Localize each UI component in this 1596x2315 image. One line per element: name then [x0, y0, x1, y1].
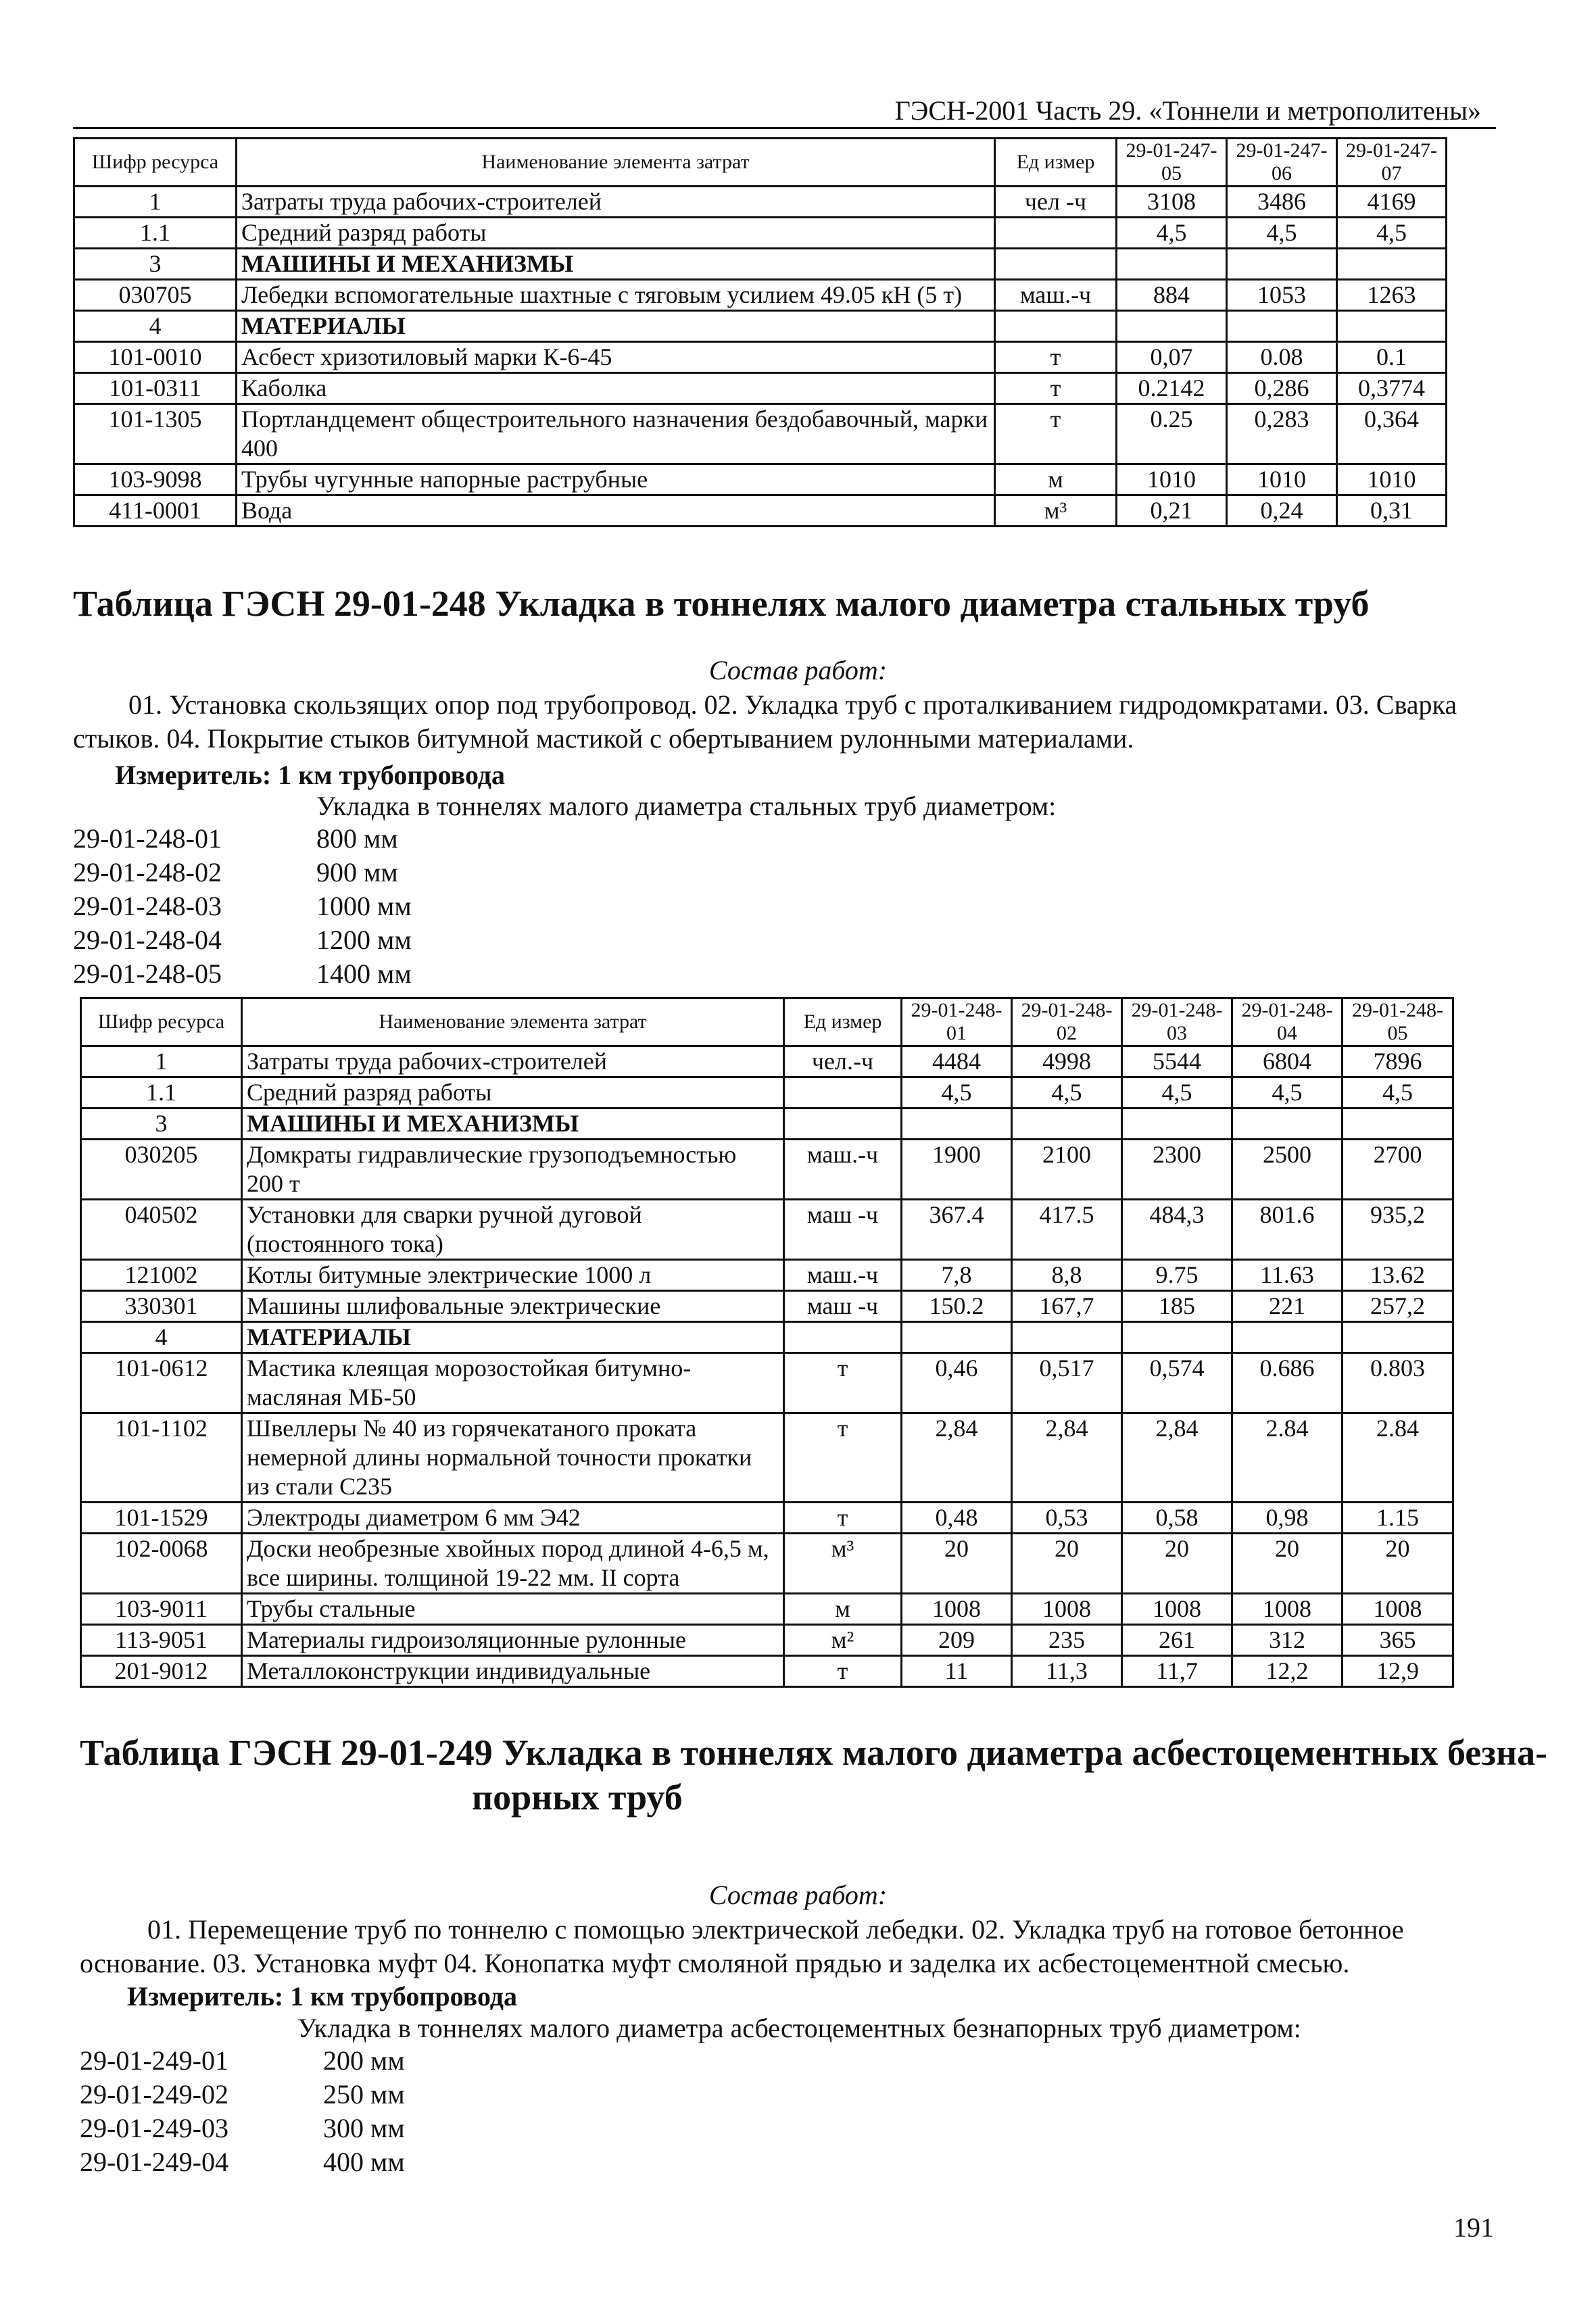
value-cell: 4169 [1337, 187, 1447, 218]
meter-249: Измеритель: 1 км трубопровода [127, 1981, 518, 2012]
value-cell [1122, 1108, 1232, 1140]
value-cell: 0,21 [1117, 495, 1227, 527]
value-cell: 4,5 [1117, 218, 1227, 249]
value-cell [1227, 249, 1337, 280]
value-cell [1117, 249, 1227, 280]
value-cell: 4,5 [1232, 1077, 1343, 1108]
column-header: 29-01-248-04 [1232, 998, 1343, 1046]
unit-cell: т [995, 404, 1117, 464]
resource-code: 330301 [81, 1291, 242, 1322]
value-cell: 0,53 [1012, 1503, 1122, 1534]
code-list-item [73, 856, 412, 890]
value-cell: 1008 [1122, 1594, 1232, 1625]
table-row [74, 373, 1447, 404]
resource-code: 411-0001 [74, 495, 237, 527]
cost-element-name: Портландцемент общестроительного назначения бездобавочный, марки 400 [237, 404, 995, 464]
value-cell [1232, 1322, 1343, 1353]
cost-element-name: Машины шлифовальные электрические [242, 1291, 784, 1322]
code-list-item [73, 890, 412, 923]
code-list-248 [73, 822, 412, 991]
item-code: 29-01-248-01 [73, 823, 222, 854]
value-cell: 0,517 [1012, 1353, 1122, 1413]
value-cell: 0,58 [1122, 1503, 1232, 1534]
intro-248: Укладка в тоннелях малого диаметра стальных труб диаметром: [316, 791, 1057, 821]
cost-element-name: МАШИНЫ И МЕХАНИЗМЫ [237, 249, 995, 280]
unit-cell: т [784, 1503, 902, 1534]
cost-element-name: Затраты труда рабочих-строителей [242, 1046, 784, 1077]
value-cell [1343, 1108, 1453, 1140]
code-list-item [80, 2044, 405, 2078]
value-cell: 367.4 [902, 1200, 1012, 1260]
value-cell: 0,286 [1227, 373, 1337, 404]
cost-element-name: Вода [237, 495, 995, 527]
section-row [81, 1322, 1453, 1353]
value-cell: 884 [1117, 280, 1227, 311]
resource-code: 040502 [81, 1200, 242, 1260]
resource-code: 4 [74, 311, 237, 342]
item-diameter: 800 мм [316, 823, 398, 854]
resource-code: 101-1529 [81, 1503, 242, 1534]
value-cell: 11,3 [1012, 1656, 1122, 1687]
column-header: Шифр ресурса [74, 139, 237, 187]
value-cell [1012, 1108, 1122, 1140]
value-cell: 3486 [1227, 187, 1337, 218]
value-cell: 20 [1122, 1534, 1232, 1594]
resource-code: 030205 [81, 1140, 242, 1200]
value-cell: 2300 [1122, 1140, 1232, 1200]
value-cell: 3108 [1117, 187, 1227, 218]
value-cell: 0.2142 [1117, 373, 1227, 404]
resource-code: 1.1 [74, 218, 237, 249]
unit-cell: чел -ч [995, 187, 1117, 218]
value-cell: 0.686 [1232, 1353, 1343, 1413]
value-cell: 4,5 [902, 1077, 1012, 1108]
table-title-248: Таблица ГЭСН 29-01-248 Укладка в тоннелях малого диаметра стальных труб [73, 583, 1370, 624]
column-header: 29-01-247-06 [1227, 139, 1337, 187]
item-code: 29-01-248-03 [73, 891, 222, 921]
table-row [81, 1291, 1453, 1322]
resource-code: 1 [81, 1046, 242, 1077]
value-cell: 2,84 [1012, 1413, 1122, 1503]
unit-cell [995, 311, 1117, 342]
unit-cell: маш.-ч [784, 1140, 902, 1200]
value-cell: 4,5 [1227, 218, 1337, 249]
unit-cell [784, 1077, 902, 1108]
value-cell: 935,2 [1343, 1200, 1453, 1260]
cost-element-name: Асбест хризотиловый марки К-6-45 [237, 342, 995, 373]
unit-cell: маш -ч [784, 1291, 902, 1322]
value-cell: 4484 [902, 1046, 1012, 1077]
cost-element-name: Доски необрезные хвойных пород длиной 4-6,5 м, все ширины. толщиной 19-22 мм. II сорта [242, 1534, 784, 1594]
value-cell: 185 [1122, 1291, 1232, 1322]
value-cell: 0,574 [1122, 1353, 1232, 1413]
value-cell: 1.15 [1343, 1503, 1453, 1534]
value-cell: 11.63 [1232, 1260, 1343, 1291]
column-header: 29-01-248-02 [1012, 998, 1122, 1046]
column-header: Ед измер [784, 998, 902, 1046]
value-cell: 1008 [1232, 1594, 1343, 1625]
value-cell: 235 [1012, 1625, 1122, 1656]
value-cell: 0,98 [1232, 1503, 1343, 1534]
column-header: 29-01-247-05 [1117, 139, 1227, 187]
table-row [74, 342, 1447, 373]
code-list-item [73, 822, 412, 856]
header-row [81, 998, 1453, 1046]
cost-element-name: Установки для сварки ручной дуговой (постоянного тока) [242, 1200, 784, 1260]
column-header: Ед измер [995, 139, 1117, 187]
composition-label-249: Состав работ: [708, 1880, 888, 1910]
value-cell: 221 [1232, 1291, 1343, 1322]
value-cell: 0,283 [1227, 404, 1337, 464]
cost-element-name: МАТЕРИАЛЫ [242, 1322, 784, 1353]
value-cell: 20 [1012, 1534, 1122, 1594]
value-cell: 0,3774 [1337, 373, 1447, 404]
table-row [81, 1534, 1453, 1594]
resource-code: 121002 [81, 1260, 242, 1291]
value-cell: 20 [902, 1534, 1012, 1594]
value-cell: 0,31 [1337, 495, 1447, 527]
table-row [81, 1353, 1453, 1413]
table-row [74, 187, 1447, 218]
value-cell: 4,5 [1122, 1077, 1232, 1108]
resource-code: 1 [74, 187, 237, 218]
item-code: 29-01-249-04 [80, 2147, 228, 2177]
value-cell: 2,84 [902, 1413, 1012, 1503]
value-cell [1122, 1322, 1232, 1353]
value-cell: 4998 [1012, 1046, 1122, 1077]
cost-element-name: МАШИНЫ И МЕХАНИЗМЫ [242, 1108, 784, 1140]
unit-cell: т [995, 342, 1117, 373]
table-29-01-247 [73, 137, 1447, 527]
value-cell: 365 [1343, 1625, 1453, 1656]
column-header: Шифр ресурса [81, 998, 242, 1046]
item-code: 29-01-249-03 [80, 2113, 228, 2143]
value-cell: 7896 [1343, 1046, 1453, 1077]
column-header: Наименование элемента затрат [242, 998, 784, 1046]
value-cell [902, 1108, 1012, 1140]
table-row [74, 404, 1447, 464]
value-cell: 261 [1122, 1625, 1232, 1656]
unit-cell: маш.-ч [784, 1260, 902, 1291]
item-diameter: 200 мм [323, 2045, 405, 2076]
value-cell: 12,9 [1343, 1656, 1453, 1687]
table-row [81, 1140, 1453, 1200]
table-title-249-cont: порных труб [472, 1777, 683, 1818]
item-diameter: 400 мм [323, 2147, 405, 2177]
unit-cell [995, 249, 1117, 280]
unit-cell: т [784, 1656, 902, 1687]
value-cell: 2.84 [1232, 1413, 1343, 1503]
value-cell: 11 [902, 1656, 1012, 1687]
header-rule [73, 127, 1496, 129]
value-cell: 257,2 [1343, 1291, 1453, 1322]
value-cell: 2100 [1012, 1140, 1122, 1200]
resource-code: 101-0612 [81, 1353, 242, 1413]
value-cell [1343, 1322, 1453, 1353]
section-row [74, 311, 1447, 342]
cost-element-name: Мастика клеящая морозостойкая битумно-масляная МБ-50 [242, 1353, 784, 1413]
meter-248: Измеритель: 1 км трубопровода [115, 760, 506, 790]
value-cell: 20 [1232, 1534, 1343, 1594]
cost-element-name: Средний разряд работы [242, 1077, 784, 1108]
column-header: 29-01-248-05 [1343, 998, 1453, 1046]
value-cell: 2500 [1232, 1140, 1343, 1200]
item-diameter: 1400 мм [316, 958, 412, 989]
table-row [81, 1200, 1453, 1260]
resource-code: 4 [81, 1322, 242, 1353]
unit-cell [784, 1108, 902, 1140]
item-diameter: 250 мм [323, 2079, 405, 2110]
code-list-item [80, 2145, 405, 2179]
resource-code: 3 [74, 249, 237, 280]
cost-element-name: Домкраты гидравлические грузоподъемностью 200 т [242, 1140, 784, 1200]
unit-cell: маш.-ч [995, 280, 1117, 311]
value-cell [1117, 311, 1227, 342]
value-cell: 484,3 [1122, 1200, 1232, 1260]
table-row [74, 280, 1447, 311]
item-code: 29-01-249-02 [80, 2079, 228, 2110]
value-cell: 1010 [1227, 464, 1337, 495]
value-cell [1012, 1322, 1122, 1353]
value-cell: 1053 [1227, 280, 1337, 311]
resource-code: 101-1305 [74, 404, 237, 464]
cost-element-name: Средний разряд работы [237, 218, 995, 249]
value-cell: 13.62 [1343, 1260, 1453, 1291]
value-cell: 20 [1343, 1534, 1453, 1594]
table-title-249: Таблица ГЭСН 29-01-249 Укладка в тоннелях малого диаметра асбестоцементных безна- [80, 1732, 1548, 1773]
cost-element-name: Швеллеры № 40 из горячекатаного проката немерной длины нормальной точности прокатки из стали С235 [242, 1413, 784, 1503]
value-cell: 8,8 [1012, 1260, 1122, 1291]
cost-element-name: Трубы чугунные напорные раструбные [237, 464, 995, 495]
value-cell: 2,84 [1122, 1413, 1232, 1503]
table-row [81, 1046, 1453, 1077]
table-row [81, 1594, 1453, 1625]
resource-code: 3 [81, 1108, 242, 1140]
value-cell: 2.84 [1343, 1413, 1453, 1503]
value-cell: 0,48 [902, 1503, 1012, 1534]
value-cell: 4,5 [1337, 218, 1447, 249]
item-code: 29-01-248-05 [73, 958, 222, 989]
value-cell: 12,2 [1232, 1656, 1343, 1687]
table-row [81, 1625, 1453, 1656]
unit-cell: маш -ч [784, 1200, 902, 1260]
value-cell: 0.1 [1337, 342, 1447, 373]
resource-code: 101-0311 [74, 373, 237, 404]
resource-code: 113-9051 [81, 1625, 242, 1656]
cost-element-name: МАТЕРИАЛЫ [237, 311, 995, 342]
value-cell: 0,46 [902, 1353, 1012, 1413]
item-code: 29-01-248-02 [73, 857, 222, 887]
value-cell [902, 1322, 1012, 1353]
cost-element-name: Трубы стальные [242, 1594, 784, 1625]
code-list-249 [80, 2044, 405, 2179]
value-cell: 0,07 [1117, 342, 1227, 373]
value-cell: 1008 [1343, 1594, 1453, 1625]
resource-code: 101-1102 [81, 1413, 242, 1503]
unit-cell [995, 218, 1117, 249]
unit-cell: т [784, 1413, 902, 1503]
value-cell: 11,7 [1122, 1656, 1232, 1687]
code-list-item [73, 957, 412, 991]
value-cell: 1008 [902, 1594, 1012, 1625]
item-code: 29-01-248-04 [73, 925, 222, 955]
value-cell: 7,8 [902, 1260, 1012, 1291]
item-diameter: 900 мм [316, 857, 398, 887]
table-row [81, 1077, 1453, 1108]
value-cell: 9.75 [1122, 1260, 1232, 1291]
table-row [74, 218, 1447, 249]
resource-code: 103-9098 [74, 464, 237, 495]
intro-249: Укладка в тоннелях малого диаметра асбестоцементных безнапорных труб диаметром: [297, 2013, 1301, 2043]
unit-cell: м [995, 464, 1117, 495]
value-cell: 1263 [1337, 280, 1447, 311]
column-header: 29-01-248-03 [1122, 998, 1232, 1046]
section-row [74, 249, 1447, 280]
section-row [81, 1108, 1453, 1140]
unit-cell: м³ [995, 495, 1117, 527]
item-code: 29-01-249-01 [80, 2045, 228, 2076]
value-cell: 1010 [1337, 464, 1447, 495]
cost-element-name: Затраты труда рабочих-строителей [237, 187, 995, 218]
unit-cell: м [784, 1594, 902, 1625]
value-cell: 0.08 [1227, 342, 1337, 373]
table-row [81, 1503, 1453, 1534]
table-row [74, 495, 1447, 527]
value-cell [1337, 249, 1447, 280]
resource-code: 201-9012 [81, 1656, 242, 1687]
column-header: Наименование элемента затрат [237, 139, 995, 187]
value-cell: 4,5 [1012, 1077, 1122, 1108]
resource-code: 101-0010 [74, 342, 237, 373]
table-row [81, 1413, 1453, 1503]
resource-code: 102-0068 [81, 1534, 242, 1594]
resource-code: 103-9011 [81, 1594, 242, 1625]
unit-cell [784, 1322, 902, 1353]
code-list-item [80, 2078, 405, 2112]
header-row [74, 139, 1447, 187]
code-list-item [73, 923, 412, 957]
value-cell: 5544 [1122, 1046, 1232, 1077]
value-cell: 4,5 [1343, 1077, 1453, 1108]
cost-element-name: Каболка [237, 373, 995, 404]
table-row [81, 1260, 1453, 1291]
cost-element-name: Материалы гидроизоляционные рулонные [242, 1625, 784, 1656]
value-cell [1232, 1108, 1343, 1140]
value-cell: 150.2 [902, 1291, 1012, 1322]
unit-cell: т [995, 373, 1117, 404]
value-cell: 417.5 [1012, 1200, 1122, 1260]
composition-label-248: Состав работ: [708, 655, 888, 685]
table-row [74, 464, 1447, 495]
value-cell: 0.25 [1117, 404, 1227, 464]
cost-element-name: Металлоконструкции индивидуальные [242, 1656, 784, 1687]
cost-element-name: Лебедки вспомогательные шахтные с тяговым усилием 49.05 кН (5 т) [237, 280, 995, 311]
item-diameter: 300 мм [323, 2113, 405, 2143]
value-cell: 2700 [1343, 1140, 1453, 1200]
unit-cell: м³ [784, 1534, 902, 1594]
resource-code: 030705 [74, 280, 237, 311]
value-cell: 1008 [1012, 1594, 1122, 1625]
cost-element-name: Котлы битумные электрические 1000 л [242, 1260, 784, 1291]
table-row [81, 1656, 1453, 1687]
value-cell: 167,7 [1012, 1291, 1122, 1322]
value-cell: 0,24 [1227, 495, 1337, 527]
table-29-01-248 [80, 997, 1454, 1688]
value-cell: 0,364 [1337, 404, 1447, 464]
composition-text-248: 01. Установка скользящих опор под трубопровод. 02. Укладка труб с проталкиванием гидродомкратами. 03. Сварка стыков. 04. Покрытие стыков битумной мастикой с обертыванием рулонными материалами. [73, 689, 1457, 754]
value-cell: 6804 [1232, 1046, 1343, 1077]
page-header: ГЭСН-2001 Часть 29. «Тоннели и метрополитены» [894, 95, 1481, 126]
value-cell: 209 [902, 1625, 1012, 1656]
composition-text-249: 01. Перемещение труб по тоннелю с помощью электрической лебедки. 02. Укладка труб на готовое бетонное основание. 03. Установка муфт 04. Конопатка муфт смоляной прядью и заделка их асбестоцементной смесью. [80, 1914, 1404, 1978]
page-number: 191 [1453, 2212, 1494, 2243]
item-diameter: 1000 мм [316, 891, 412, 921]
value-cell: 1900 [902, 1140, 1012, 1200]
resource-code: 1.1 [81, 1077, 242, 1108]
unit-cell: м² [784, 1625, 902, 1656]
value-cell: 1010 [1117, 464, 1227, 495]
unit-cell: т [784, 1353, 902, 1413]
item-diameter: 1200 мм [316, 925, 412, 955]
value-cell: 801.6 [1232, 1200, 1343, 1260]
unit-cell: чел.-ч [784, 1046, 902, 1077]
column-header: 29-01-248-01 [902, 998, 1012, 1046]
value-cell: 312 [1232, 1625, 1343, 1656]
code-list-item [80, 2112, 405, 2145]
value-cell [1227, 311, 1337, 342]
cost-element-name: Электроды диаметром 6 мм Э42 [242, 1503, 784, 1534]
value-cell [1337, 311, 1447, 342]
value-cell: 0.803 [1343, 1353, 1453, 1413]
column-header: 29-01-247-07 [1337, 139, 1447, 187]
